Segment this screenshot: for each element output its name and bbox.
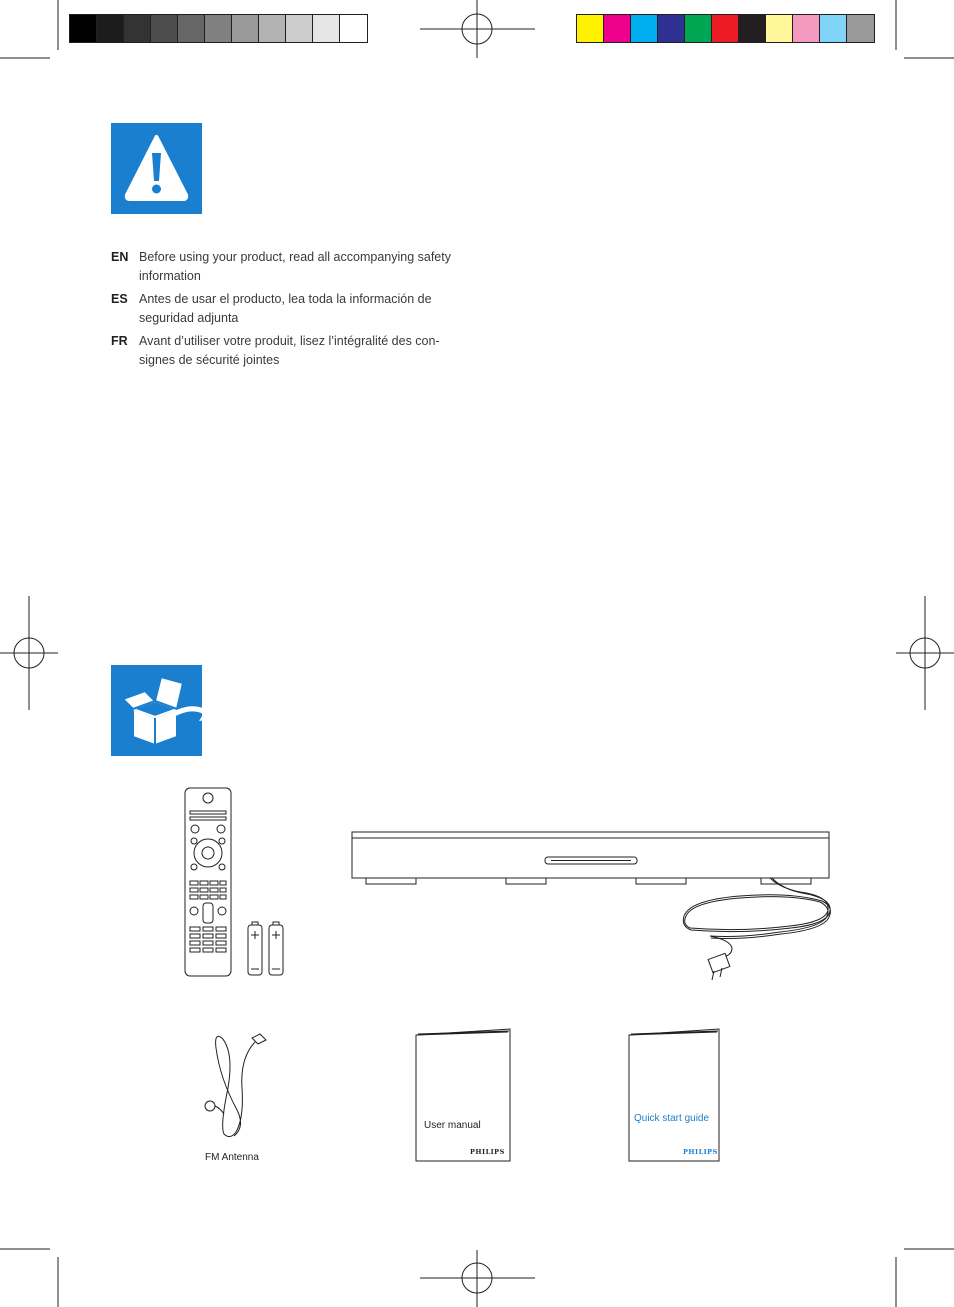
- safety-row-fr: [111, 332, 451, 369]
- quick-start-guide-illustration: [627, 1027, 727, 1167]
- color-swatch: [178, 15, 205, 42]
- color-swatch: [631, 15, 658, 42]
- color-swatch: [97, 15, 124, 42]
- color-swatch: [286, 15, 313, 42]
- safety-text: Before using your product, read all accompanying safety information: [139, 250, 451, 283]
- user-manual-illustration: [414, 1027, 514, 1167]
- lang-code: EN: [111, 250, 129, 264]
- color-swatch: [766, 15, 793, 42]
- whats-in-box-panel: [111, 665, 202, 756]
- grayscale-bar: [69, 14, 368, 43]
- power-cord-illustration: [680, 876, 840, 986]
- color-swatch: [232, 15, 259, 42]
- user-manual-caption: User manual: [424, 1120, 481, 1131]
- color-swatch: [340, 15, 367, 42]
- warning-triangle-icon: [111, 123, 202, 214]
- color-swatch: [739, 15, 766, 42]
- color-swatch: [151, 15, 178, 42]
- lang-code: FR: [111, 334, 128, 348]
- fm-antenna-illustration: [200, 1028, 270, 1148]
- color-swatch: [847, 15, 874, 42]
- color-swatch: [712, 15, 739, 42]
- safety-notice: [111, 248, 451, 374]
- color-swatch: [313, 15, 340, 42]
- quick-start-guide-caption: Quick start guide: [634, 1113, 710, 1124]
- color-swatch: [259, 15, 286, 42]
- color-swatch: [124, 15, 151, 42]
- color-swatch: [70, 15, 97, 42]
- safety-text: Avant d’utiliser votre produit, lisez l’intégralité des con-signes de sécurité jointes: [139, 334, 440, 367]
- warning-panel: [111, 123, 202, 214]
- color-swatch: [205, 15, 232, 42]
- open-box-icon: [111, 665, 202, 756]
- color-swatch: [685, 15, 712, 42]
- safety-row-es: [111, 290, 451, 327]
- safety-row-en: [111, 248, 451, 285]
- user-manual-brand: PHILIPS: [470, 1148, 505, 1156]
- color-swatch: [820, 15, 847, 42]
- color-swatch: [577, 15, 604, 42]
- remote-control-illustration: [184, 787, 244, 977]
- batteries-illustration: [246, 920, 306, 980]
- color-swatch: [604, 15, 631, 42]
- quick-start-guide-brand: PHILIPS: [683, 1148, 718, 1156]
- color-swatch: [793, 15, 820, 42]
- lang-code: ES: [111, 292, 128, 306]
- color-bar: [576, 14, 875, 43]
- safety-text: Antes de usar el producto, lea toda la información de seguridad adjunta: [139, 292, 432, 325]
- fm-antenna-caption: FM Antenna: [205, 1152, 259, 1163]
- color-swatch: [658, 15, 685, 42]
